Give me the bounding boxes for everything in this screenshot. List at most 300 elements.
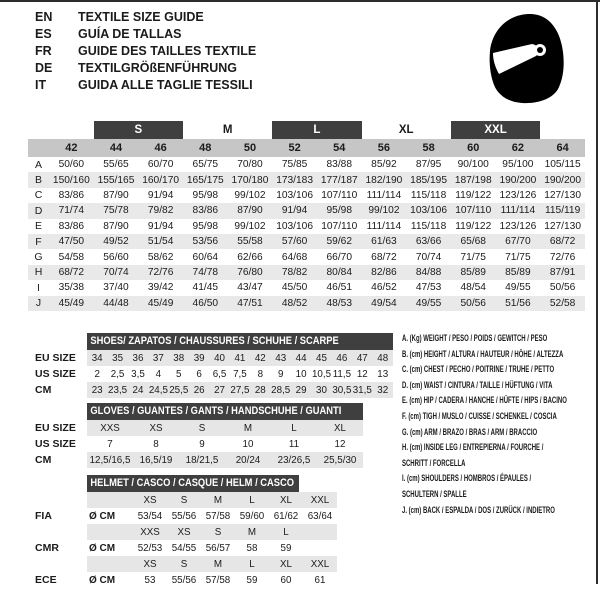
value-cell: 12: [356, 368, 368, 380]
empty-cell: [540, 121, 585, 139]
size-cell: 82/86: [371, 266, 397, 278]
value-cell: L: [235, 556, 269, 572]
value-cell: 27: [209, 382, 229, 398]
size-column-62: 62: [511, 142, 525, 154]
language-code: DE: [35, 61, 53, 75]
language-title-list: [35, 9, 256, 94]
unit-cell: Ø CM: [89, 542, 116, 554]
size-cell: 105/115: [544, 159, 581, 171]
size-cell: 63/66: [415, 236, 442, 248]
value-cell: 31,5: [352, 382, 372, 398]
language-title: GUÍA DE TALLAS: [78, 27, 182, 41]
size-cell: 91/94: [281, 205, 308, 217]
value-cell: 28: [250, 382, 270, 398]
value-cell: S: [167, 556, 201, 572]
value-cell: 29: [291, 382, 311, 398]
size-cell: 85/89: [505, 266, 531, 278]
size-cell: 115/119: [544, 205, 581, 217]
value-cell: L: [269, 524, 303, 540]
size-cell: 115/118: [410, 220, 447, 232]
size-cell: 67/70: [505, 236, 531, 248]
value-cell: 54/55: [171, 542, 197, 554]
row-label: [30, 556, 87, 572]
row-letter: A: [34, 158, 42, 171]
size-cell: 173/183: [276, 174, 314, 186]
value-cell: 10,5: [311, 368, 332, 380]
helmet-sizes-row: [30, 556, 337, 572]
size-cell: 84/88: [415, 266, 442, 278]
top-border-line: [0, 0, 600, 2]
size-cell: 66/70: [326, 251, 353, 263]
unit-cell: [87, 524, 133, 540]
value-cell: [303, 524, 337, 540]
size-cell: 95/98: [326, 205, 353, 217]
value-cell: 47: [352, 350, 372, 366]
value-cell: S: [201, 524, 235, 540]
value-cell: 24: [128, 382, 148, 398]
size-cell: 103/106: [276, 189, 314, 201]
size-cell: 47/53: [415, 282, 442, 294]
legend-item: [402, 503, 600, 519]
size-group-L: L: [272, 121, 361, 139]
value-cell: XS: [133, 556, 167, 572]
value-cell: 46: [332, 350, 352, 366]
value-cell: 30,5: [332, 382, 352, 398]
size-cell: 107/110: [321, 220, 358, 232]
size-cell: 45/50: [281, 282, 308, 294]
value-cell: 2,5: [110, 368, 125, 380]
size-cell: 91/94: [147, 189, 174, 201]
size-cell: 70/74: [103, 266, 129, 278]
size-cell: 78/82: [281, 266, 308, 278]
size-row-A: [28, 157, 585, 172]
size-row-F: [28, 234, 585, 249]
value-cell: 53: [144, 574, 156, 586]
value-cell: 60: [280, 574, 292, 586]
size-rows: [28, 157, 585, 311]
value-cell: 38: [169, 350, 189, 366]
language-title: GUIDA ALLE TAGLIE TESSILI: [78, 78, 253, 92]
value-cell: 39: [189, 350, 209, 366]
legend-item: [402, 440, 600, 471]
row-label: [30, 492, 87, 508]
unit-cell: Ø CM: [89, 574, 116, 586]
language-title: GUIDE DES TAILLES TEXTILE: [78, 44, 257, 58]
size-group-XL: XL: [398, 124, 414, 136]
language-code: FR: [35, 44, 52, 58]
size-cell: 123/126: [499, 220, 537, 232]
language-row: [35, 77, 256, 94]
size-cell: 37/40: [103, 282, 129, 294]
legend-line: C. (cm) CHEST / PECHO / POITRINE / TRUHE / PETTO: [402, 364, 555, 375]
value-cell: M: [201, 556, 235, 572]
unit-cell: [87, 492, 133, 508]
row-label: CMR: [30, 540, 87, 556]
row-letter: D: [34, 204, 43, 217]
shoes-title: SHOES/ ZAPATOS / CHAUSSURES / SCHUHE / SCARPE: [90, 335, 339, 347]
size-cell: 107/110: [321, 189, 358, 201]
gloves-title-bar: [87, 403, 363, 420]
value-cell: 25,5: [169, 382, 189, 398]
value-cell: 43: [271, 350, 291, 366]
size-cell: 48/54: [460, 282, 486, 294]
size-cell: 75/85: [281, 159, 308, 171]
racing-helmet-icon: [487, 13, 567, 105]
size-numbers-row: [28, 139, 585, 157]
measurement-legend: [402, 331, 600, 518]
gloves-section: [30, 403, 363, 468]
size-cell: 49/52: [103, 236, 129, 248]
size-cell: 47/50: [58, 236, 85, 248]
value-cell: XXL: [303, 492, 337, 508]
value-cell: XXS: [133, 524, 167, 540]
size-group-row: [28, 121, 585, 139]
helmet-sizes-row: [30, 524, 337, 540]
legend-line: G. (cm) ARM / BRAZO / BRAS / ARM / BRACCIO: [402, 426, 538, 437]
unit-cell: [87, 556, 133, 572]
legend-item: [402, 378, 600, 394]
value-cell: 12,5/16,5: [87, 452, 133, 468]
size-cell: 87/95: [415, 159, 442, 171]
value-cell: 11,5: [332, 368, 352, 380]
value-cell: 52/53: [137, 542, 163, 554]
size-cell: 83/86: [58, 189, 85, 201]
size-cell: 50/56: [549, 282, 576, 294]
value-cell: XL: [317, 420, 363, 436]
size-cell: 56/60: [103, 251, 129, 263]
size-cell: 46/52: [371, 282, 397, 294]
size-cell: 87/90: [103, 220, 129, 232]
size-group-M: M: [222, 124, 233, 136]
value-cell: 35: [107, 350, 127, 366]
row-label: US SIZE: [30, 366, 87, 382]
row-label: [30, 524, 87, 540]
shoesTable-row-cm: [30, 382, 393, 398]
size-cell: 55/65: [103, 159, 129, 171]
helmet-row-cmr: [30, 540, 337, 556]
size-group-XXL: XXL: [451, 121, 540, 139]
value-cell: 45: [311, 350, 331, 366]
legend-line: SCHULTERN / SPALLE: [402, 488, 467, 499]
size-cell: 87/91: [549, 266, 576, 278]
size-cell: 103/106: [276, 220, 314, 232]
size-cell: 83/86: [58, 220, 85, 232]
value-cell: 55/56: [171, 574, 197, 586]
shoes-section: [30, 333, 393, 398]
legend-line: I. (cm) SHOULDERS / HOMBROS / ÉPAULES /: [402, 473, 532, 484]
glovesTable-row-eu-size: [30, 420, 363, 436]
size-cell: 85/89: [460, 266, 486, 278]
size-row-D: [28, 203, 585, 218]
size-cell: 155/165: [97, 174, 135, 186]
legend-line: F. (cm) TIGH / MUSLO / CUISSE / SCHENKEL / COSCIA: [402, 410, 557, 421]
size-cell: 68/72: [371, 251, 397, 263]
value-cell: 30: [311, 382, 331, 398]
size-cell: 39/42: [147, 282, 174, 294]
unit-cell: Ø CM: [89, 510, 116, 522]
size-column-56: 56: [377, 142, 391, 154]
value-cell: M: [225, 420, 271, 436]
value-cell: XXS: [87, 420, 133, 436]
size-cell: 44/48: [103, 297, 129, 309]
row-label: CM: [30, 452, 87, 468]
size-cell: 111/114: [500, 205, 536, 217]
value-cell: [303, 540, 337, 556]
textile-size-table: [28, 121, 585, 311]
size-cell: 60/70: [147, 159, 174, 171]
row-letter: J: [35, 297, 42, 310]
size-cell: 47/51: [237, 297, 263, 309]
row-label: EU SIZE: [30, 420, 87, 436]
shoesTable-row-eu-size: [30, 350, 393, 366]
helmet-size-table: [30, 492, 337, 588]
size-cell: 68/72: [549, 236, 576, 248]
size-row-H: [28, 265, 585, 280]
size-cell: 83/86: [192, 205, 219, 217]
row-letter: G: [34, 251, 43, 264]
value-cell: 32: [372, 382, 393, 398]
language-code: EN: [35, 10, 53, 24]
size-row-I: [28, 280, 585, 295]
size-cell: 190/200: [499, 174, 537, 186]
size-cell: 99/102: [368, 205, 400, 217]
size-cell: 65/68: [460, 236, 486, 248]
row-label: ECE: [30, 572, 87, 588]
size-cell: 185/195: [410, 174, 447, 186]
size-cell: 45/49: [147, 297, 174, 309]
value-cell: 16,5/19: [133, 452, 179, 468]
empty-cell: [49, 121, 94, 139]
legend-item: [402, 425, 600, 441]
value-cell: 59: [246, 574, 258, 586]
value-cell: 36: [128, 350, 148, 366]
value-cell: 10: [295, 368, 307, 380]
size-cell: 79/82: [147, 205, 174, 217]
value-cell: 2: [94, 368, 100, 380]
size-cell: 95/100: [502, 159, 534, 171]
size-cell: 64/68: [281, 251, 308, 263]
size-cell: 187/198: [454, 174, 492, 186]
size-cell: 190/200: [544, 174, 582, 186]
size-cell: 71/74: [58, 205, 85, 217]
value-cell: 6,5: [212, 368, 227, 380]
size-cell: 182/190: [365, 174, 403, 186]
value-cell: S: [167, 492, 201, 508]
size-cell: 49/55: [415, 297, 442, 309]
value-cell: 20/24: [225, 452, 271, 468]
value-cell: 61: [314, 574, 326, 586]
legend-item: [402, 331, 600, 347]
value-cell: S: [179, 420, 225, 436]
size-cell: 50/56: [460, 297, 486, 309]
legend-item: [402, 471, 600, 502]
size-cell: 70/80: [237, 159, 263, 171]
value-cell: 56/57: [205, 542, 231, 554]
value-cell: 26: [189, 382, 209, 398]
value-cell: XXL: [303, 556, 337, 572]
value-cell: 59: [280, 542, 292, 554]
shoes-title-bar: [87, 333, 393, 350]
size-cell: 52/58: [549, 297, 576, 309]
value-cell: 53/54: [137, 510, 163, 522]
size-cell: 90/100: [457, 159, 489, 171]
language-row: [35, 9, 256, 26]
value-cell: 10: [242, 438, 254, 450]
value-cell: 13: [377, 368, 389, 380]
value-cell: 42: [250, 350, 270, 366]
helmet-row-fia: [30, 508, 337, 524]
size-cell: 74/78: [192, 266, 219, 278]
size-row-G: [28, 249, 585, 264]
size-column-58: 58: [422, 142, 435, 154]
size-cell: 43/47: [237, 282, 263, 294]
value-cell: XS: [167, 524, 201, 540]
helmet-row-ece: [30, 572, 337, 588]
size-cell: 49/55: [505, 282, 531, 294]
value-cell: 18/21,5: [179, 452, 225, 468]
value-cell: 61/62: [273, 510, 299, 522]
size-cell: 50/60: [58, 159, 85, 171]
value-cell: 7,5: [233, 368, 247, 380]
value-cell: 34: [87, 350, 107, 366]
size-column-54: 54: [333, 142, 346, 154]
value-cell: 63/64: [307, 510, 333, 522]
size-column-44: 44: [109, 142, 123, 154]
value-cell: 57/58: [205, 510, 231, 522]
row-label: EU SIZE: [30, 350, 87, 366]
size-cell: 95/98: [192, 189, 219, 201]
value-cell: 59/60: [239, 510, 265, 522]
value-cell: 23,5: [107, 382, 127, 398]
legend-line: J. (cm) BACK / ESPALDA / DOS / ZURÜCK / INDIETRO: [402, 504, 555, 515]
value-cell: 11: [288, 438, 300, 450]
glovesTable-row-cm: [30, 452, 363, 468]
helmet-title: HELMET / CASCO / CASQUE / HELM / CASCO: [90, 477, 295, 489]
size-cell: 99/102: [234, 189, 266, 201]
value-cell: M: [235, 524, 269, 540]
size-row-B: [28, 172, 585, 187]
value-cell: 7: [107, 438, 113, 450]
size-cell: 115/118: [410, 189, 447, 201]
glovesTable-row-us-size: [30, 436, 363, 452]
row-label: US SIZE: [30, 436, 87, 452]
language-row: [35, 26, 256, 43]
legend-item: [402, 347, 600, 363]
value-cell: XL: [269, 492, 303, 508]
value-cell: 5: [176, 368, 182, 380]
size-cell: 59/62: [326, 236, 353, 248]
size-column-48: 48: [199, 142, 212, 154]
helmet-sizes-row: [30, 492, 337, 508]
value-cell: L: [235, 492, 269, 508]
language-title: TEXTILGRÖßENFÜHRUNG: [78, 61, 238, 75]
size-cell: 80/84: [326, 266, 353, 278]
value-cell: XS: [133, 492, 167, 508]
shoesTable-row-us-size: [30, 366, 393, 382]
value-cell: 58: [246, 542, 258, 554]
helmet-title-bar: [87, 475, 299, 492]
textile-size-table-wrap: [28, 121, 585, 311]
helmet-section: [30, 475, 337, 588]
value-cell: 23: [87, 382, 107, 398]
row-letter: B: [34, 174, 42, 187]
language-title: TEXTILE SIZE GUIDE: [78, 10, 204, 24]
size-cell: 35/38: [58, 282, 85, 294]
size-column-60: 60: [467, 142, 480, 154]
value-cell: XS: [133, 420, 179, 436]
legend-line: H. (cm) INSIDE LEG / ENTREPIERNA / FOURCHE /: [402, 442, 544, 453]
size-cell: 85/92: [371, 159, 397, 171]
row-letter: F: [35, 235, 42, 248]
size-cell: 68/72: [58, 266, 85, 278]
size-column-52: 52: [288, 142, 301, 154]
size-cell: 55/58: [237, 236, 263, 248]
size-cell: 41/45: [192, 282, 219, 294]
size-cell: 57/60: [281, 236, 308, 248]
size-cell: 75/78: [103, 205, 129, 217]
value-cell: XL: [269, 556, 303, 572]
size-cell: 111/114: [366, 189, 402, 201]
size-cell: 72/76: [147, 266, 174, 278]
value-cell: 6: [196, 368, 202, 380]
row-letter: C: [34, 189, 43, 202]
size-row-J: [28, 296, 585, 311]
row-label: CM: [30, 382, 87, 398]
size-cell: 49/54: [371, 297, 397, 309]
empty-cell: [28, 121, 49, 139]
size-cell: 48/52: [281, 297, 308, 309]
size-cell: 123/126: [499, 189, 537, 201]
legend-line: SCHRITT / FORCELLA: [402, 457, 466, 468]
value-cell: 44: [291, 350, 311, 366]
legend-line: A. (Kg) WEIGHT / PESO / POIDS / GEWITCH / PESO: [402, 333, 548, 343]
size-cell: 87/90: [103, 189, 129, 201]
size-row-C: [28, 188, 585, 203]
size-cell: 87/90: [237, 205, 263, 217]
gloves-size-table: [30, 420, 363, 468]
size-cell: 95/98: [192, 220, 219, 232]
value-cell: 25,5/30: [317, 452, 363, 468]
language-row: [35, 60, 256, 77]
shoes-size-table: [30, 350, 393, 398]
size-cell: 83/88: [326, 159, 353, 171]
size-cell: 61/63: [371, 236, 397, 248]
size-cell: 165/175: [186, 174, 224, 186]
language-code: ES: [35, 27, 52, 41]
size-cell: 62/66: [237, 251, 263, 263]
language-code: IT: [35, 78, 47, 92]
size-cell: 51/54: [147, 236, 174, 248]
value-cell: 23/26,5: [271, 452, 317, 468]
row-letter: H: [34, 266, 43, 279]
row-letter: E: [34, 220, 42, 233]
value-cell: 9: [199, 438, 205, 450]
size-cell: 177/187: [320, 174, 358, 186]
value-cell: 27,5: [230, 382, 250, 398]
legend-item: [402, 393, 600, 409]
size-cell: 170/180: [231, 174, 269, 186]
row-letter: I: [37, 281, 40, 294]
legend-line: E. (cm) HIP / CADERA / HANCHE / HÜFTE / HIPS / BACINO: [402, 395, 567, 406]
value-cell: 9: [277, 368, 284, 380]
size-row-E: [28, 219, 585, 234]
value-cell: 57/58: [205, 574, 231, 586]
size-cell: 91/94: [147, 220, 174, 232]
size-cell: 60/64: [192, 251, 219, 263]
value-cell: L: [271, 420, 317, 436]
size-cell: 46/51: [326, 282, 353, 294]
value-cell: 37: [148, 350, 168, 366]
